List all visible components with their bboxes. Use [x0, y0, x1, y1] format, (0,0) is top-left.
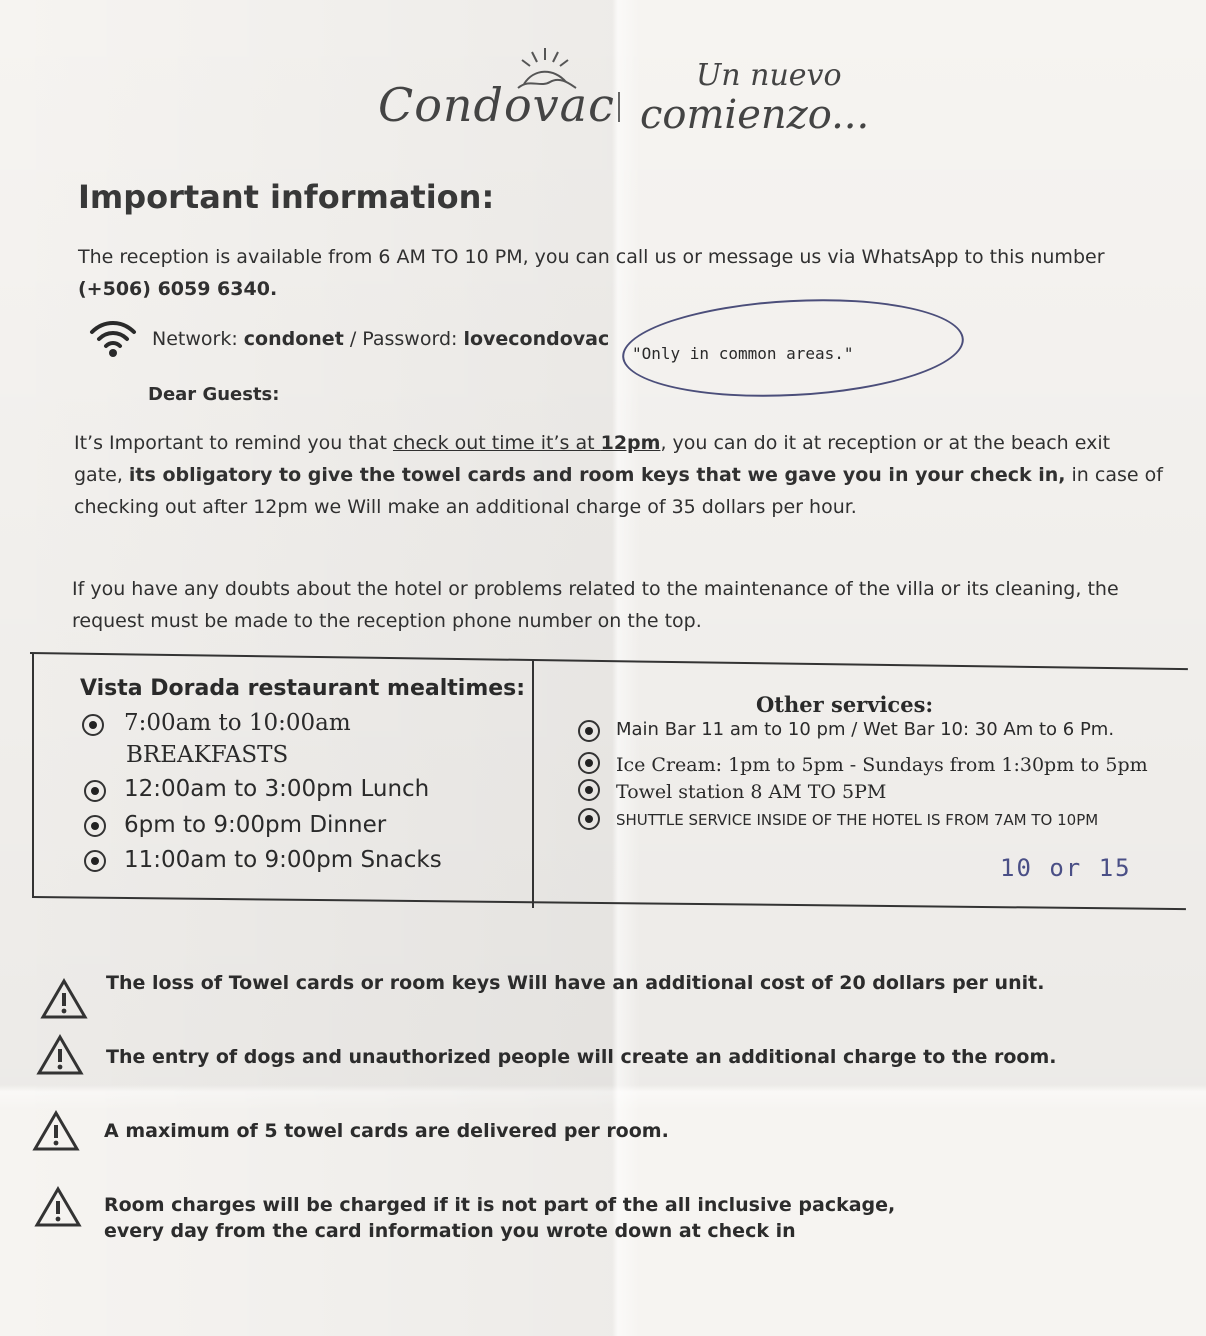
meal-breakfast-label: BREAKFASTS [126, 742, 289, 768]
tagline-line2: comienzo... [640, 92, 870, 138]
table-border-top [30, 652, 1188, 670]
checkout-line3: checking out after 12pm we Will make an additional charge of 35 dollars per hour. [74, 496, 857, 518]
password-label: / Password: [343, 328, 464, 350]
bullet-icon [578, 752, 600, 774]
warning-triangle-icon [36, 1034, 84, 1080]
checkout-time-underline: check out time it’s at [392, 432, 601, 454]
bullet-icon [578, 779, 600, 801]
meal-breakfast-time: 7:00am to 10:00am [124, 710, 351, 736]
page-title: Important information: [78, 178, 495, 216]
wifi-note: "Only in common areas." [632, 344, 854, 363]
warning-room-charges-2: every day from the card information you wrote down at check in [104, 1220, 796, 1242]
network-label: Network: [152, 328, 244, 350]
service-towel: Towel station 8 AM TO 5PM [616, 781, 887, 803]
warning-triangle-icon [32, 1110, 80, 1156]
bullet-icon [84, 850, 106, 872]
bullet-icon [84, 815, 106, 837]
bullet-icon [578, 808, 600, 830]
checkout-line2 [74, 464, 1163, 486]
checkout-line1 [74, 432, 1110, 454]
warning-room-charges-1: Room charges will be charged if it is not part of the all inclusive package, [104, 1194, 896, 1216]
wifi-icon [88, 318, 138, 364]
network-info [152, 328, 609, 350]
warning-triangle-icon [40, 978, 88, 1024]
service-shuttle: SHUTTLE SERVICE INSIDE OF THE HOTEL IS FROM 7AM TO 10PM [616, 811, 1099, 829]
handwritten-note: 10 or 15 [1000, 854, 1132, 882]
bullet-icon [578, 720, 600, 742]
logo-divider [618, 92, 620, 122]
checkout-gate: gate, [74, 464, 129, 486]
checkout-obligation: its obligatory to give the towel cards and room keys that we gave you in your check in, [128, 464, 1066, 486]
meal-lunch: 12:00am to 3:00pm Lunch [124, 776, 430, 802]
meals-heading: Vista Dorada restaurant mealtimes: [80, 676, 526, 701]
checkout-incase: in case of [1065, 464, 1163, 486]
checkout-text: It’s Important to remind you that [74, 432, 393, 454]
table-border-bottom [32, 896, 1186, 910]
warning-dogs: The entry of dogs and unauthorized people will create an additional charge to the room. [106, 1046, 1057, 1068]
tagline-line1: Un nuevo [696, 58, 842, 93]
doubts-line2: request must be made to the reception phone number on the top. [72, 610, 702, 632]
reception-line: The reception is available from 6 AM TO 10 PM, you can call us or message us via WhatsApp to this number [78, 246, 1105, 268]
meal-dinner: 6pm to 9:00pm Dinner [124, 812, 387, 838]
bullet-icon [82, 714, 104, 736]
doubts-line1: If you have any doubts about the hotel or problems related to the maintenance of the villa or its cleaning, the [72, 578, 1119, 600]
table-border-left [32, 654, 34, 898]
service-ice-cream: Ice Cream: 1pm to 5pm - Sundays from 1:30pm to 5pm [616, 754, 1148, 776]
warning-loss: The loss of Towel cards or room keys Will have an additional cost of 20 dollars per unit. [106, 972, 1045, 994]
network-name: condonet [243, 328, 344, 350]
reception-phone: (+506) 6059 6340. [78, 278, 278, 300]
checkout-time: 12pm [600, 432, 661, 454]
bullet-icon [84, 780, 106, 802]
table-divider [532, 660, 534, 908]
service-bar: Main Bar 11 am to 10 pm / Wet Bar 10: 30 Am to 6 Pm. [616, 719, 1115, 740]
logo-text: Condovac [378, 78, 615, 132]
services-heading: Other services: [756, 692, 934, 717]
greeting: Dear Guests: [148, 384, 280, 405]
warning-towel-max: A maximum of 5 towel cards are delivered per room. [104, 1120, 669, 1142]
checkout-text-rest: , you can do it at reception or at the beach exit [660, 432, 1111, 454]
meal-snacks: 11:00am to 9:00pm Snacks [124, 847, 442, 873]
network-password: lovecondovac [463, 328, 610, 350]
warning-triangle-icon [34, 1186, 82, 1232]
